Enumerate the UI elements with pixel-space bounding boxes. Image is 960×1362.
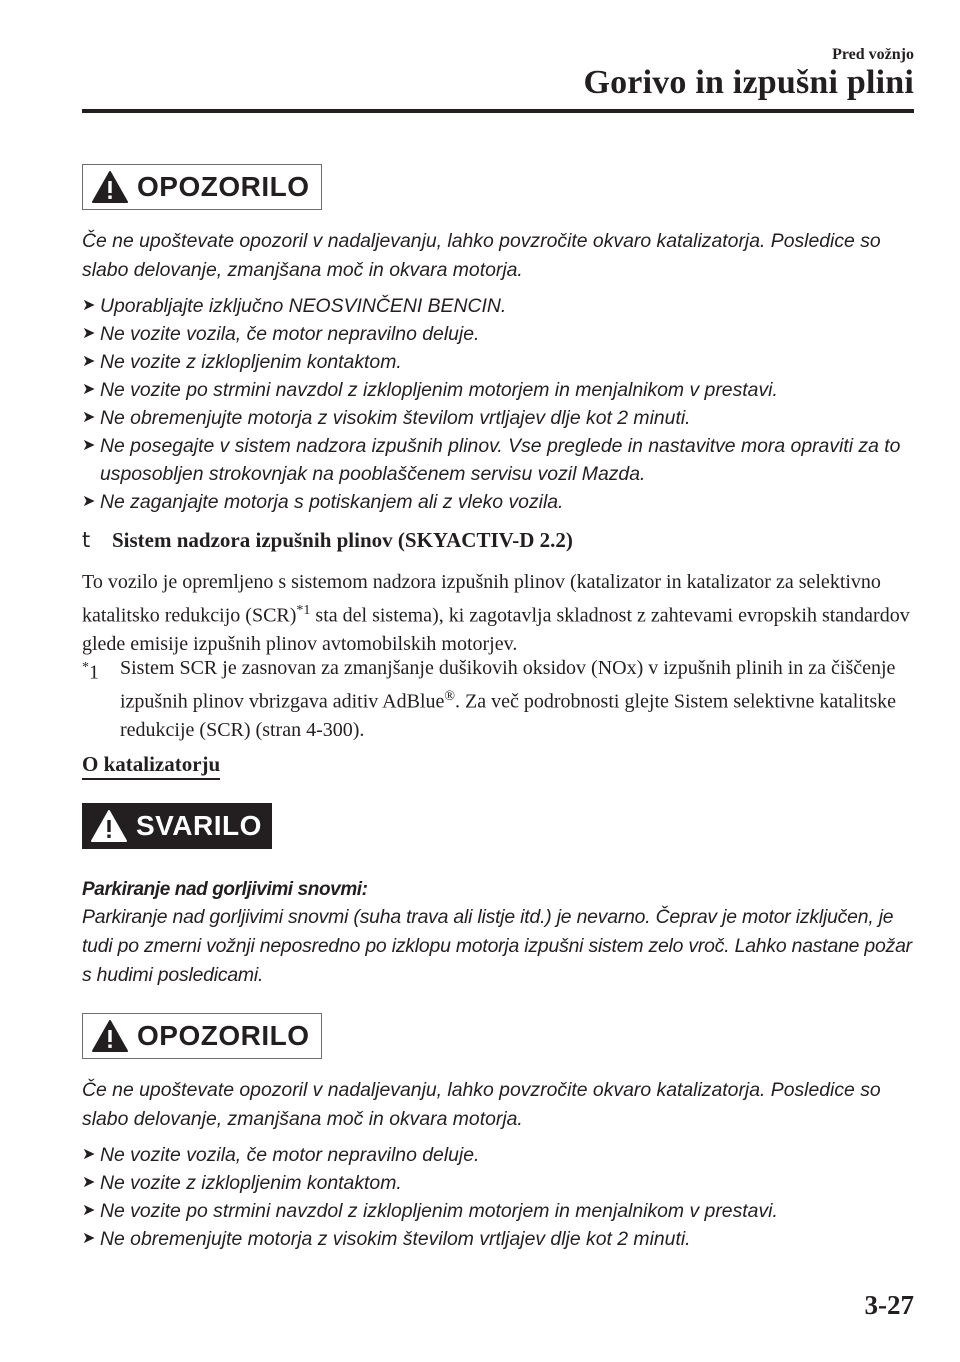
warning-label-2: OPOZORILO [137,1020,310,1051]
arrow-right-icon: ➤ [82,437,96,454]
section-bullet: t [82,528,91,552]
section-body-text-a: To vozilo je opremljeno s sistemom nadzora izpušnih plinov (katalizator in katalizator za selektivno katalitsko redukcijo (SCR) [82,571,881,627]
caution-text: Parkiranje nad gorljivimi snovmi (suha trava ali listje itd.) je nevarno. Čeprav je motor izključen, je tudi po zmerni vožnji neposredno po izklopu motorja izpušni sistem zelo vroč. Lahko nastane požar s hudimi posledicami. [82,906,912,986]
list-item-text: Uporabljajte izključno NEOSVINČENI BENCIN. [100,295,507,317]
arrow-right-icon: ➤ [82,297,96,314]
list-item-text: Ne vozite po strmini navzdol z izklopljenim motorjem in menjalnikom v prestavi. [100,1200,778,1222]
warning-intro-2: Če ne upoštevate opozoril v nadaljevanju, lahko povzročite okvaro katalizatorja. Posledice so slabo delovanje, zmanjšana moč in okvara motorja. [82,1079,881,1130]
list-item [82,1169,922,1197]
list-item [82,348,922,376]
arrow-right-icon: ➤ [82,1202,96,1219]
warning-label-box [82,164,322,210]
list-item-text: Ne vozite po strmini navzdol z izklopljenim motorjem in menjalnikom v prestavi. [100,379,778,401]
list-item-text: Ne vozite vozila, če motor nepravilno deluje. [100,323,480,345]
footnote-marker: *1 [82,660,99,684]
warning-label: OPOZORILO [137,171,310,202]
list-item [82,432,922,488]
footnote-text: Sistem SCR je zasnovan za zmanjšanje dušikovih oksidov (NOx) v izpušnih plinih in za čiščenje izpušnih plinov vbrizgava aditiv AdBlue®. Za več podrobnosti glejte Sistem selektivne katalitske redukcije (SCR) (stran 4-300). [120,657,897,741]
arrow-right-icon: ➤ [82,353,96,370]
footnote [82,654,922,744]
list-item [82,1141,922,1169]
list-item [82,320,922,348]
warning-triangle-icon [90,809,128,843]
section-body-text-b: sta del sistema), ki zagotavlja skladnost z zahtevami evropskih standardov glede emisije izpušnih plinov avtomobilskih motorjev. [82,604,910,655]
page-title: Gorivo in izpušni plini [583,64,914,101]
list-item-text: Ne vozite z izklopljenim kontaktom. [100,351,402,373]
footnote-ref: *1 [296,602,311,618]
arrow-right-icon: ➤ [82,493,96,510]
list-item-text: Ne vozite vozila, če motor nepravilno deluje. [100,1144,480,1166]
list-item [82,292,922,320]
arrow-right-icon: ➤ [82,381,96,398]
list-item-text: Ne zaganjajte motorja s potiskanjem ali z vleko vozila. [100,491,564,513]
arrow-right-icon: ➤ [82,409,96,426]
warning-triangle-icon [91,1019,129,1053]
arrow-right-icon: ➤ [82,1174,96,1191]
section-body [82,568,922,658]
arrow-right-icon: ➤ [82,1230,96,1247]
section-name: Pred vožnjo [832,46,914,63]
warning-triangle-icon [91,170,129,204]
section-heading [82,528,573,553]
warning-list-2 [82,1141,922,1253]
list-item [82,1225,922,1253]
caution-label-box [82,803,272,849]
list-item-text: Ne obremenjujte motorja z visokim številom vrtljajev dlje kot 2 minuti. [100,1228,691,1250]
arrow-right-icon: ➤ [82,1146,96,1163]
list-item-text: Ne posegajte v sistem nadzora izpušnih plinov. Vse preglede in nastavitve mora opraviti za to usposobljen strokovnjak na pooblaščenem servisu vozil Mazda. [100,435,901,485]
list-item [82,376,922,404]
list-item [82,488,922,516]
header-rule [82,109,914,113]
section-heading-text: Sistem nadzora izpušnih plinov (SKYACTIV-D 2.2) [112,528,573,552]
warning-intro: Če ne upoštevate opozoril v nadaljevanju, lahko povzročite okvaro katalizatorja. Posledice so slabo delovanje, zmanjšana moč in okvara motorja. [82,230,881,281]
arrow-right-icon: ➤ [82,325,96,342]
list-item [82,404,922,432]
list-item [82,1197,922,1225]
list-item-text: Ne vozite z izklopljenim kontaktom. [100,1172,402,1194]
warning-list [82,292,922,516]
page-number: 3-27 [864,1290,914,1320]
caution-title: Parkiranje nad gorljivimi snovmi: [82,879,368,900]
caution-label: SVARILO [136,810,262,841]
warning-label-box-2 [82,1013,322,1059]
list-item-text: Ne obremenjujte motorja z visokim številom vrtljajev dlje kot 2 minuti. [100,407,691,429]
subsection-heading: O katalizatorju [82,752,220,777]
